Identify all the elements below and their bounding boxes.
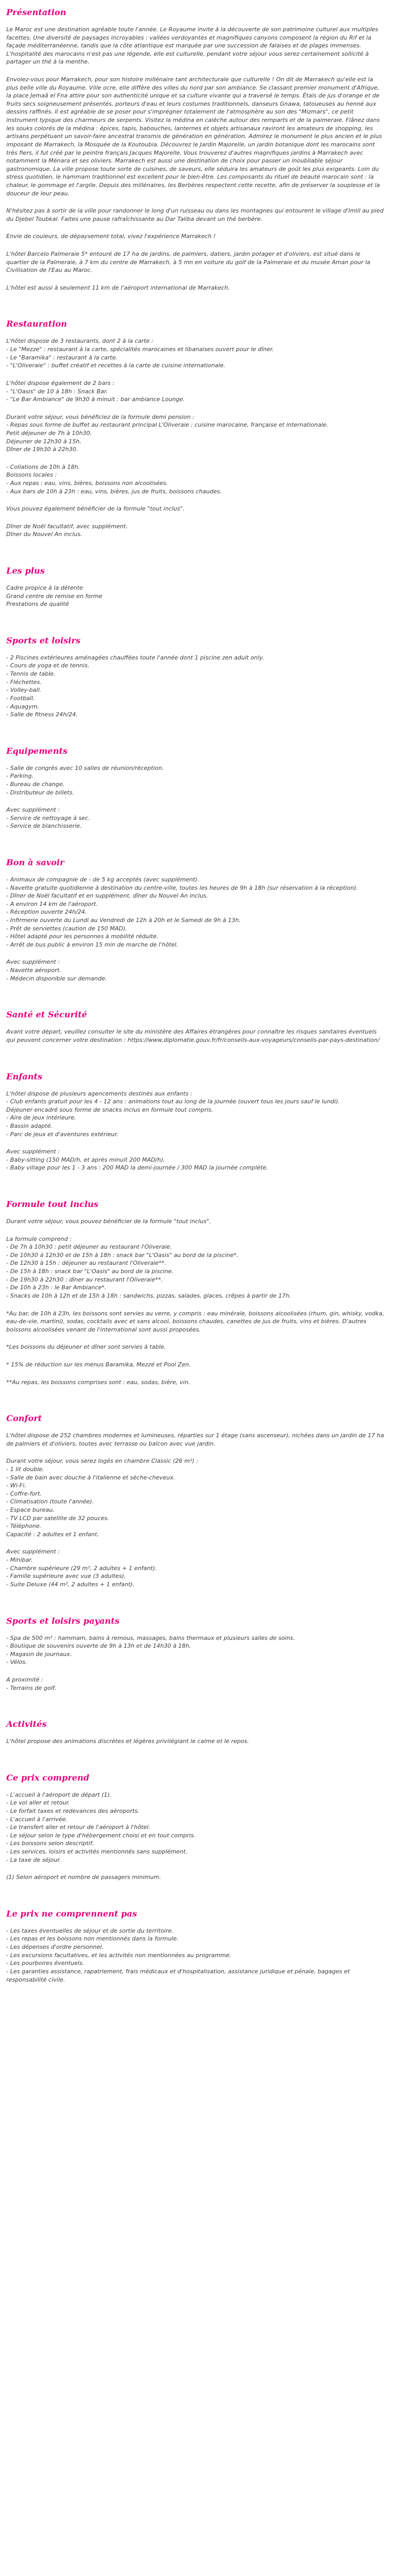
- text-block: [6, 207, 385, 223]
- text-line: A proximité :: [6, 1676, 43, 1683]
- text-line: - Bureau de change.: [6, 780, 65, 788]
- text-line: - Aquagym.: [6, 703, 40, 710]
- text-block: [6, 284, 385, 292]
- section-title-ce-prix-comprend: Ce prix comprend: [6, 1772, 90, 1783]
- text-block: [6, 463, 385, 495]
- text-line: - Navette aéroport.: [6, 967, 61, 974]
- text-block: [6, 654, 385, 719]
- text-block: [6, 1791, 385, 1864]
- section-sante-et-securite: [6, 1010, 385, 1044]
- text-block: [6, 764, 385, 797]
- text-block: [6, 584, 385, 608]
- text-line: - De 19h30 à 22h30 : dîner au restaurant l'Oliveraie**.: [6, 1276, 163, 1283]
- text-line: - "L'Oliveraie" : buffet créatif et recettes à la carte de cuisine internationale.: [6, 362, 226, 369]
- text-line: - De 10h à 23h : le Bar Ambiance*.: [6, 1284, 107, 1291]
- section-title-sports-et-loisirs: Sports et loisirs: [6, 635, 81, 645]
- text-line: L'hôtel dispose de plusieurs agencements destinés aux enfants :: [6, 1090, 192, 1097]
- text-line: *Au bar, de 10h à 23h, les boissons sont servies au verre, y compris : eau minérale, boissons alcoolisées (rhum, gin, whisky, vodka, eau-de-vie, martini), sodas, cocktails avec et sans alcool, boissons chaudes, canettes de jus de fruits, vins et bières. D'autres boissons alcoolisées venant de l'international sont aussi proposées.: [6, 1310, 385, 1333]
- text-block: [6, 1432, 385, 1448]
- text-line: - L'accueil à l'aéroport de départ (1).: [6, 1791, 112, 1798]
- text-line: *Les boissons du déjeuner et dîner sont servies à table.: [6, 1343, 166, 1351]
- text-line: Envolez-vous pour Marrakech, pour son histoire millénaire tant architecturale que culturelle ! On dit de Marrakech qu'elle est la plus belle ville du Royaume. Ville ocre, elle diffère des villes du nord par son ambiance. Se classant premier monument d'Afrique, la place Jemaâ el Fna attire pour son authenticité unique et sa culture vivante qui a traversé le temps. Étals de jus d'orange et de fruits secs soigneusement présentés, porteurs d'eau et leurs costumes traditionnels, danseurs Gnawa, tatoueuses au henné aux dessins raffinés. Il est agréable de se poser pour s'imprégner totalement de l'atmosphère au son des "Mizmars", ce petit instrument typique des charmeurs de serpents. Visitez la médina en calèche autour des remparts et de la palmeraie. Flânez dans les souks colorés de la médina : épices, tapis, babouches, lanternes et objets artisanaux raviront les amateurs de shopping, les artisans perpétuant un savoir-faire ancestral transmis de génération en génération. Admirez le monument le plus ancien et le plus imposant de Marrakech, la Mosquée de la Koutoubia. Découvrez le Jardin Majorelle, un jardin botanique dont les marocains sont très fiers, il fut créé par le peintre français Jacques Majorelle. Vous trouverez d'autres magnifiques jardins à Marrakech avec notamment la Ménara et ses oliviers. Marrakech est aussi une destination de choix pour passer un inoubliable séjour gastronomique. La ville propose toute sorte de cuisines, de saveurs, elle séduira les amateurs de goût les plus exigeants. Loin du stress quotidien, le hammam traditionnel est excellent pour le bien-être. Les composants du rituel de beauté marocain sont : la chaleur, le gommage et l'argile. Depuis des millénaires, les Berbères respectent cette recette, afin de préserver la souplesse et la douceur de leur peau.: [6, 76, 382, 197]
- text-block: [6, 806, 385, 830]
- section-title-formule-tout-inclus: Formule tout inclus: [6, 1199, 98, 1210]
- text-line: - Les dépenses d'ordre personnel.: [6, 1944, 104, 1951]
- text-line: Dîner du Nouvel An inclus.: [6, 531, 82, 538]
- text-line: - Parc de jeux et d'aventures extérieur.: [6, 1130, 119, 1138]
- text-line: Avant votre départ, veuillez consulter le site du ministère des Affaires étrangères pour connaître les risques sanitaires éventuels qui peuvent concerner votre destination : https://www.diplomatie.gouv.fr/fr/conseils-aux-voyageurs/conseils-par-pays-destination/: [6, 1028, 380, 1043]
- section-formule-tout-inclus: [6, 1199, 385, 1386]
- section-title-le-prix-ne-comprennent-pas: Le prix ne comprennent pas: [6, 1908, 137, 1919]
- section-ce-prix-comprend: [6, 1773, 385, 1882]
- text-line: - Famille supérieure avec vue (3 adultes).: [6, 1573, 126, 1580]
- text-block: [6, 250, 385, 275]
- text-line: Avec supplément :: [6, 1148, 60, 1155]
- text-line: - Fléchettes.: [6, 678, 42, 686]
- text-block: [6, 876, 385, 949]
- section-title-bon-a-savoir: Bon à savoir: [6, 857, 65, 867]
- text-line: - Médecin disponible sur demande.: [6, 975, 107, 982]
- section-title-sports-et-loisirs-payants: Sports et loisirs payants: [6, 1615, 120, 1626]
- text-line: - Minibar.: [6, 1557, 33, 1564]
- text-line: - De 15h à 18h : snack bar "L'Oasis" au bord de la piscine.: [6, 1268, 174, 1275]
- text-line: - La taxe de séjour.: [6, 1856, 61, 1863]
- text-block: [6, 1148, 385, 1172]
- text-line: - Service de nettoyage à sec.: [6, 814, 90, 822]
- section-enfants: [6, 1072, 385, 1172]
- text-line: - Spa de 500 m² : hammam, bains à remous, massages, bains thermaux et plusieurs salles de soins.: [6, 1634, 295, 1641]
- text-block: [6, 1634, 385, 1666]
- text-line: - Wi-Fi.: [6, 1482, 27, 1489]
- text-line: **Au repas, les boissons comprises sont : eau, sodas, bière, vin.: [6, 1378, 190, 1386]
- text-line: - Les boissons selon descriptif.: [6, 1840, 94, 1847]
- text-block: [6, 1090, 385, 1139]
- section-title-enfants: Enfants: [6, 1071, 43, 1081]
- text-line: - Snacks de 10h à 12h et de 15h à 18h : sandwichs, pizzas, salades, glaces, crêpes à partir de 17h.: [6, 1292, 291, 1299]
- text-line: L'hôtel est aussi à seulement 11 km de l'aéroport international de Marrakech.: [6, 284, 230, 291]
- text-block: [6, 1927, 385, 1984]
- section-confort: [6, 1413, 385, 1588]
- text-line: - Tennis de table.: [6, 670, 56, 678]
- text-line: - De 12h30 à 15h : déjeuner au restaurant l'Oliveraie**.: [6, 1260, 166, 1267]
- text-line: - Terrains de golf.: [6, 1684, 56, 1691]
- text-line: - Les garanties assistance, rapatriement, frais médicaux et d'hospitalisation, assistance juridique et pénale, bagages et responsabilité civile.: [6, 1968, 350, 1983]
- text-line: Durant votre séjour, vous serez logés en chambre Classic (26 m²) :: [6, 1458, 199, 1465]
- text-block: [6, 76, 385, 197]
- section-title-les-plus: Les plus: [6, 566, 45, 576]
- text-line: Dîner de 19h30 à 22h30.: [6, 446, 78, 453]
- text-block: [6, 1028, 385, 1044]
- text-block: [6, 1235, 385, 1300]
- text-line: Grand centre de remise en forme: [6, 592, 103, 600]
- text-block: [6, 1217, 385, 1226]
- text-line: - Cours de yoga et de tennis.: [6, 662, 90, 669]
- text-line: - Le "Baramika" : restaurant à la carte.: [6, 354, 118, 361]
- text-line: - Salle de congrès avec 10 salles de réunion/réception.: [6, 764, 164, 771]
- text-line: Durant votre séjour, vous bénéficiez de la formule demi pension :: [6, 413, 194, 420]
- text-block: [6, 505, 385, 513]
- text-block: [6, 1361, 385, 1369]
- text-line: - 2 Piscines extérieures aménagées chauffées toute l'année dont 1 piscine zen adult only.: [6, 654, 264, 661]
- text-line: - TV LCD par satellite de 32 pouces.: [6, 1514, 109, 1522]
- text-line: Avec supplément :: [6, 959, 60, 966]
- text-line: - A environ 14 km de l'aéroport.: [6, 900, 98, 907]
- text-block: [6, 1378, 385, 1387]
- text-block: [6, 1737, 385, 1746]
- text-line: Cadre propice à la détente: [6, 584, 83, 592]
- text-line: - Hôtel adapté pour les personnes à mobilité réduite.: [6, 933, 158, 940]
- section-equipements: [6, 746, 385, 830]
- text-line: L'hôtel dispose de 3 restaurants, dont 2 à la carte :: [6, 338, 154, 345]
- text-line: Envie de couleurs, de dépaysement total, vivez l'expérience Marrakech !: [6, 233, 216, 240]
- text-line: Capacité : 2 adultes et 1 enfant.: [6, 1530, 99, 1538]
- text-line: - "L'Oasis" de 10 à 18h : Snack Bar.: [6, 388, 108, 395]
- text-line: Boissons locales :: [6, 471, 57, 479]
- text-line: Déjeuner de 12h30 à 15h.: [6, 438, 82, 445]
- text-line: - Le transfert aller et retour de l'aéroport à l'hôtel.: [6, 1824, 151, 1831]
- section-restauration: [6, 319, 385, 539]
- text-line: L'hôtel dispose également de 2 bars :: [6, 379, 115, 387]
- text-line: - Téléphone.: [6, 1523, 42, 1530]
- text-line: - Magasin de journaux.: [6, 1650, 72, 1658]
- text-block: [6, 337, 385, 369]
- text-line: - Repas sous forme de buffet au restaurant principal L'Oliveraie : cuisine marocaine, française et internationale.: [6, 421, 328, 429]
- text-line: - "Le Bar Ambiance" de 9h30 à minuit : bar ambiance Lounge.: [6, 396, 185, 403]
- section-sports-et-loisirs-payants: [6, 1616, 385, 1693]
- text-line: - Arrêt de bus public à environ 15 min de marche de l'hôtel.: [6, 941, 178, 948]
- text-line: - Coffre-fort.: [6, 1490, 42, 1497]
- text-line: - Parking.: [6, 773, 34, 780]
- text-block: [6, 413, 385, 454]
- text-line: - Climatisation (toute l'année).: [6, 1498, 94, 1505]
- text-line: (1) Selon aéroport et nombre de passagers minimum.: [6, 1874, 162, 1881]
- text-block: [6, 958, 385, 982]
- text-line: L'hôtel dispose de 252 chambres modernes et lumineuses, réparties sur 1 étage (sans ascenseur), nichées dans un jardin de 17 ha de palmiers et d'oliviers, toutes avec terrasse ou balcon avec vue jardin.: [6, 1432, 384, 1447]
- text-line: Durant votre séjour, vous pouvez bénéficier de la formule "tout inclus".: [6, 1218, 211, 1225]
- text-line: * 15% de réduction sur les menus Baramika, Mezzé et Pool Zen.: [6, 1361, 191, 1368]
- text-line: Avec supplément :: [6, 1548, 60, 1555]
- text-line: Dîner de Noël facultatif, avec supplément.: [6, 522, 128, 530]
- text-line: Le Maroc est une destination agréable toute l'année. Le Royaume invite à la découverte de son patrimoine culturel aux multiples facettes. Une diversité de paysages incroyables : vallées verdoyantes et magnifiques canyons composent la région du Rif et la façade méditerranéenne, tandis que la côte atlantique est marquée par une succession de falaises et de plages immenses. L'hospitalité des marocains n'est pas une légende, elle est culturelle, pendant votre séjour vous serez certainement sollicité à partager un thé à la menthe.: [6, 26, 378, 66]
- text-line: - Les excursions facultatives, et les activités non mentionnées au programme.: [6, 1951, 231, 1959]
- text-line: - Les taxes éventuelles de séjour et de sortie du territoire.: [6, 1927, 174, 1934]
- text-block: [6, 1548, 385, 1588]
- text-line: - Aire de jeux intérieure.: [6, 1114, 77, 1122]
- text-line: - Salle de bain avec douche à l'italienne et sèche-cheveux.: [6, 1474, 175, 1481]
- text-line: - Suite Deluxe (44 m², 2 adultes + 1 enfant).: [6, 1581, 135, 1588]
- text-block: [6, 379, 385, 404]
- text-line: L'hôtel propose des animations discrètes et légères privilégiant le calme et le repos.: [6, 1738, 249, 1745]
- text-line: Prestations de qualité: [6, 601, 69, 608]
- text-line: - Le "Mezze" : restaurant à la carte, spécialités marocaines et libanaises ouvert pour le dîner.: [6, 346, 274, 353]
- text-line: - Football.: [6, 694, 35, 702]
- text-line: - Chambre supérieure (29 m², 2 adultes + 1 enfant).: [6, 1564, 157, 1572]
- section-les-plus: [6, 566, 385, 608]
- text-line: - Le vol aller et retour.: [6, 1799, 70, 1807]
- text-line: - De 7h à 10h30 : petit déjeuner au restaurant l'Oliveraie.: [6, 1243, 172, 1251]
- text-line: - Vélos.: [6, 1659, 28, 1666]
- text-line: - Dîner de Noël facultatif et en supplément, dîner du Nouvel An inclus.: [6, 892, 208, 900]
- text-line: Vous pouvez également bénéficier de la formule "tout inclus".: [6, 505, 185, 513]
- text-line: - Espace bureau.: [6, 1507, 55, 1514]
- text-line: - Baby village pour les 1 - 3 ans : 200 MAD la demi-journée / 300 MAD la journée complète.: [6, 1164, 268, 1172]
- section-title-activites: Activités: [6, 1719, 47, 1729]
- content: [6, 7, 385, 1984]
- text-line: - Salle de fitness 24h/24.: [6, 711, 78, 718]
- section-title-restauration: Restauration: [6, 319, 67, 329]
- text-line: - Le séjour selon le type d'hébergement choisi et en tout compris.: [6, 1832, 196, 1839]
- text-block: [6, 1873, 385, 1882]
- text-line: - Aux bars de 10h à 23h : eau, vins, bières, jus de fruits, boissons chaudes.: [6, 488, 222, 495]
- section-title-presentation: Présentation: [6, 7, 66, 17]
- text-line: Petit déjeuner de 7h à 10h30.: [6, 429, 92, 437]
- text-line: - Volley-ball.: [6, 687, 42, 694]
- section-title-confort: Confort: [6, 1413, 42, 1424]
- section-bon-a-savoir: [6, 857, 385, 982]
- text-line: - Distributeur de billets.: [6, 789, 75, 796]
- text-line: Déjeuner encadré sous forme de snacks inclus en formule tout compris.: [6, 1106, 213, 1113]
- text-block: [6, 522, 385, 539]
- text-line: - Aux repas : eau, vins, bières, boissons non alcoolisées.: [6, 479, 168, 487]
- text-block: [6, 1343, 385, 1351]
- text-line: - De 10h30 à 12h30 et de 15h à 18h : snack bar "L'Oasis" au bord de la piscine*.: [6, 1251, 239, 1259]
- text-block: [6, 232, 385, 241]
- text-line: - 1 lit double.: [6, 1465, 44, 1473]
- section-title-sante-et-securite: Santé et Sécurité: [6, 1010, 88, 1020]
- text-block: [6, 1310, 385, 1334]
- text-line: - Les services, loisirs et activités mentionnés sans supplément.: [6, 1848, 188, 1856]
- text-line: - L'accueil à l'arrivée.: [6, 1815, 68, 1823]
- text-block: [6, 1457, 385, 1538]
- text-line: L'hôtel Barcelo Palmeraie 5* entouré de 17 ha de jardins, de palmiers, datiers, jardin potager et d'oliviers, est situé dans le quartier de la Palmeraie, à 7 km du centre de Marrakech, à 5 mn en voiture du golf de la Palmeraie et du musée Aman pour la Civilisation de l'Eau au Maroc.: [6, 251, 371, 274]
- section-le-prix-ne-comprennent-pas: [6, 1909, 385, 1984]
- text-line: - Animaux de compagnie de - de 5 kg acceptés (avec supplément).: [6, 876, 200, 883]
- text-line: - Prêt de serviettes (caution de 150 MAD).: [6, 925, 128, 932]
- text-line: - Club enfants gratuit pour les 4 - 12 ans : animations tout au long de la journée (ouvert tous les jours sauf le lundi).: [6, 1098, 340, 1105]
- text-line: - Les pourboires éventuels.: [6, 1960, 84, 1967]
- text-line: - Les repas et les boissons non mentionnés dans la formule.: [6, 1935, 179, 1943]
- text-line: Avec supplément :: [6, 806, 60, 814]
- text-line: - Réception ouverte 24h/24.: [6, 909, 87, 916]
- text-line: - Collations de 10h à 18h.: [6, 463, 80, 470]
- section-presentation: [6, 7, 385, 292]
- text-line: - Service de blanchisserie.: [6, 823, 82, 830]
- section-activites: [6, 1719, 385, 1746]
- text-line: - Boutique de souvenirs ouverte de 9h à 13h et de 14h30 à 18h.: [6, 1642, 191, 1650]
- text-line: N'hésitez pas à sortir de la ville pour randonner le long d'un ruisseau ou dans les montagnes qui entourent le village d'Imlil au pied du Djebel Toubkal. Faites une pause rafraîchissante au Dar Taliba devant un thé berbère.: [6, 207, 384, 222]
- text-line: - Navette gratuite quotidienne à destination du centre-ville, toutes les heures de 9h à 18h (sur réservation à la réception).: [6, 884, 359, 891]
- text-line: - Infirmerie ouverte du Lundi au Vendredi de 12h à 20h et le Samedi de 9h à 13h.: [6, 917, 241, 924]
- section-sports-et-loisirs: [6, 636, 385, 719]
- text-block: [6, 1676, 385, 1692]
- section-title-equipements: Equipements: [6, 745, 68, 756]
- text-line: - Baby-sitting (150 MAD/h, et après minuit 200 MAD/h).: [6, 1156, 165, 1163]
- text-line: - Bassin adapté.: [6, 1122, 53, 1129]
- text-line: La formule comprend :: [6, 1235, 72, 1242]
- text-block: [6, 26, 385, 66]
- text-line: - Le forfait taxes et redevances des aéroports.: [6, 1808, 140, 1814]
